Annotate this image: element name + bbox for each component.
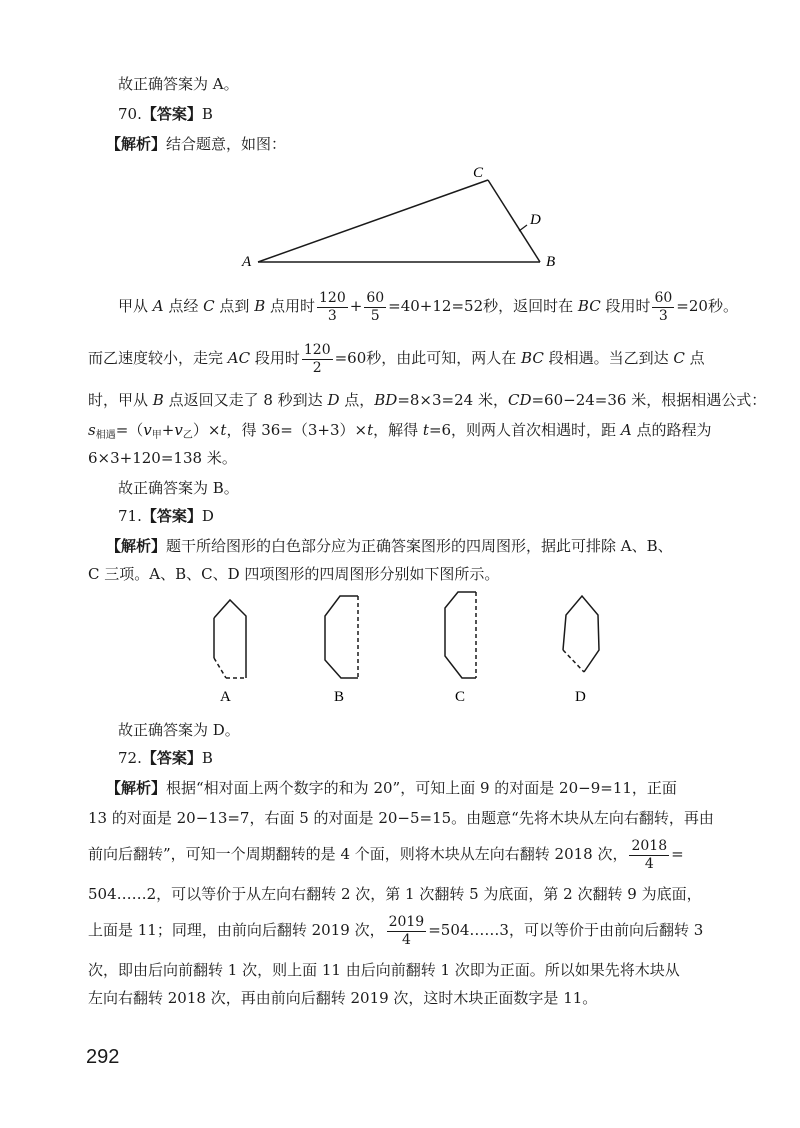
text: 而乙速度较小，走完: [88, 349, 228, 367]
label-c: C: [473, 165, 484, 181]
var-a: A: [620, 421, 632, 439]
question-number: 71.: [118, 507, 142, 525]
numerator: 60: [654, 289, 673, 306]
answer-tag: 【答案】: [141, 507, 202, 525]
page-number: 292: [86, 1046, 120, 1068]
text: 段相遇。当乙到达: [543, 349, 674, 367]
text: =: [671, 845, 684, 863]
question-number: 72.: [118, 749, 142, 767]
text: 点用时: [265, 297, 316, 315]
numerator: 120: [303, 341, 331, 358]
analysis-text: 结合题意，如图：: [166, 135, 287, 153]
fraction-2019-4: [387, 914, 427, 949]
text: 段用时: [250, 349, 300, 367]
text: =6，则两人首次相遇时，距: [428, 421, 621, 439]
denominator: 4: [644, 855, 654, 872]
text: ，解得: [373, 421, 423, 439]
numerator: 60: [366, 289, 385, 306]
analysis-text: 根据“相对面上两个数字的和为 20”，可知上面 9 的对面是 20−9=11，正面: [166, 779, 677, 797]
shape-d: [563, 596, 599, 672]
text: =60秒，由此可知，两人在: [334, 349, 522, 367]
answer-72: [118, 746, 213, 770]
analysis-72: [106, 776, 677, 800]
var-t: t: [422, 421, 429, 439]
point-d-tick: [519, 225, 527, 231]
text: 甲从: [118, 297, 153, 315]
analysis-72-line6: 次，即由后向前翻转 1 次，则上面 11 由后向前翻转 1 次即为正面。所以如果先将木块从: [88, 961, 680, 979]
var-ac: AC: [227, 349, 251, 367]
var-bc: BC: [577, 297, 601, 315]
text: =504……3，可以等价于由前向后翻转 3: [428, 921, 704, 939]
fraction-60-5: [364, 290, 386, 325]
analysis-70-line5: 6×3+120=138 米。: [88, 449, 237, 467]
answer-tag: 【答案】: [141, 749, 202, 767]
var-b: B: [254, 297, 266, 315]
subscript: 相遇: [95, 430, 116, 441]
answer-value: B: [201, 105, 213, 123]
text: 前向后翻转”，可知一个周期翻转的是 4 个面，则将木块从左向右翻转 2018 次，: [88, 845, 628, 863]
analysis-72-line4: 504……2，可以等价于从左向右翻转 2 次，第 1 次翻转 5 为底面，第 2 次翻转 9 为底面，: [88, 885, 702, 903]
denominator: 3: [658, 307, 668, 324]
var-bc: BC: [521, 349, 544, 367]
label-a: A: [242, 254, 252, 270]
analysis-tag: 【解析】: [106, 135, 167, 153]
segment-ac: [258, 180, 488, 262]
text: 点，: [339, 391, 375, 409]
analysis-text: 题干所给图形的白色部分应为正确答案图形的四周图形，据此可排除 A、B、: [166, 537, 673, 555]
text: 点经: [163, 297, 204, 315]
fraction-60-3: [652, 290, 674, 325]
text: 点的路程为: [631, 421, 712, 439]
triangle-diagram: [0, 0, 800, 280]
answer-tag: 【答案】: [141, 105, 202, 123]
numerator: 120: [319, 289, 346, 306]
text: 点到: [214, 297, 255, 315]
text: 时，甲从: [88, 391, 153, 409]
fraction-2018-4: [629, 838, 669, 873]
shape-c: [445, 592, 476, 678]
analysis-70-line4: [88, 418, 711, 445]
analysis-70-line2: [88, 338, 705, 378]
denominator: 5: [370, 307, 380, 324]
subscript: 乙: [182, 430, 193, 441]
shape-label-b: B: [334, 689, 345, 705]
answer-value: B: [201, 749, 213, 767]
var-v: v: [143, 421, 152, 439]
numerator: 2018: [631, 837, 668, 854]
analysis-71-line2: C 三项。A、B、C、D 四项图形的四周图形分别如下图所示。: [88, 565, 500, 583]
conclusion-70: 故正确答案为 B。: [118, 479, 239, 497]
var-a: A: [152, 297, 164, 315]
text: +: [161, 421, 175, 439]
denominator: 3: [327, 307, 337, 324]
answer-71: [118, 504, 214, 528]
var-s: s: [88, 421, 96, 439]
var-cd: CD: [507, 391, 532, 409]
analysis-tag: 【解析】: [106, 779, 167, 797]
analysis-71: [106, 534, 673, 558]
label-d: D: [530, 212, 541, 228]
numerator: 2019: [388, 913, 425, 930]
text: ，得 36=（3+3）×: [226, 421, 368, 439]
conclusion-71: 故正确答案为 D。: [118, 721, 240, 739]
shape-options: [0, 585, 800, 710]
analysis-72-line7: 左向右翻转 2018 次，再由前向后翻转 2019 次，这时木块正面数字是 11。: [88, 989, 598, 1007]
answer-value: D: [201, 507, 214, 525]
shape-b: [325, 596, 358, 678]
var-c: C: [673, 349, 685, 367]
shape-label-c: C: [455, 689, 466, 705]
text: =60−24=36 米，根据相遇公式：: [531, 391, 767, 409]
analysis-72-line5: [88, 910, 703, 950]
subscript: 甲: [151, 430, 162, 441]
question-number: 70.: [118, 105, 142, 123]
denominator: 2: [312, 359, 322, 376]
var-t: t: [220, 421, 227, 439]
analysis-70-line1: [118, 286, 738, 326]
text: =（: [115, 421, 144, 439]
analysis-72-line2: 13 的对面是 20−13=7，右面 5 的对面是 20−5=15。由题意“先将木块从左向右翻转，再由: [88, 809, 714, 827]
text: =20秒。: [676, 297, 738, 315]
fraction-120-3: [317, 290, 348, 325]
shape-label-d: D: [575, 689, 586, 705]
var-d: D: [327, 391, 340, 409]
label-b: B: [546, 254, 556, 270]
var-b: B: [152, 391, 164, 409]
denominator: 4: [401, 931, 411, 948]
text: 上面是 11；同理，由前向后翻转 2019 次，: [88, 921, 385, 939]
text: 点: [684, 349, 705, 367]
plus: +: [349, 297, 363, 315]
conclusion-69: 故正确答案为 A。: [118, 75, 239, 93]
var-c: C: [203, 297, 215, 315]
analysis-72-line3: [88, 834, 684, 874]
text: =8×3=24 米，: [397, 391, 508, 409]
text: 段用时: [600, 297, 651, 315]
var-v: v: [174, 421, 183, 439]
shape-label-a: A: [220, 689, 231, 705]
analysis-70-line3: [88, 388, 766, 412]
var-t: t: [367, 421, 374, 439]
fraction-120-2: [302, 342, 333, 377]
shape-a: [214, 600, 246, 678]
var-bd: BD: [374, 391, 398, 409]
text: 点返回又走了 8 秒到达: [163, 391, 328, 409]
analysis-tag: 【解析】: [106, 537, 167, 555]
text: =40+12=52秒，返回时在: [388, 297, 578, 315]
text: ）×: [192, 421, 221, 439]
